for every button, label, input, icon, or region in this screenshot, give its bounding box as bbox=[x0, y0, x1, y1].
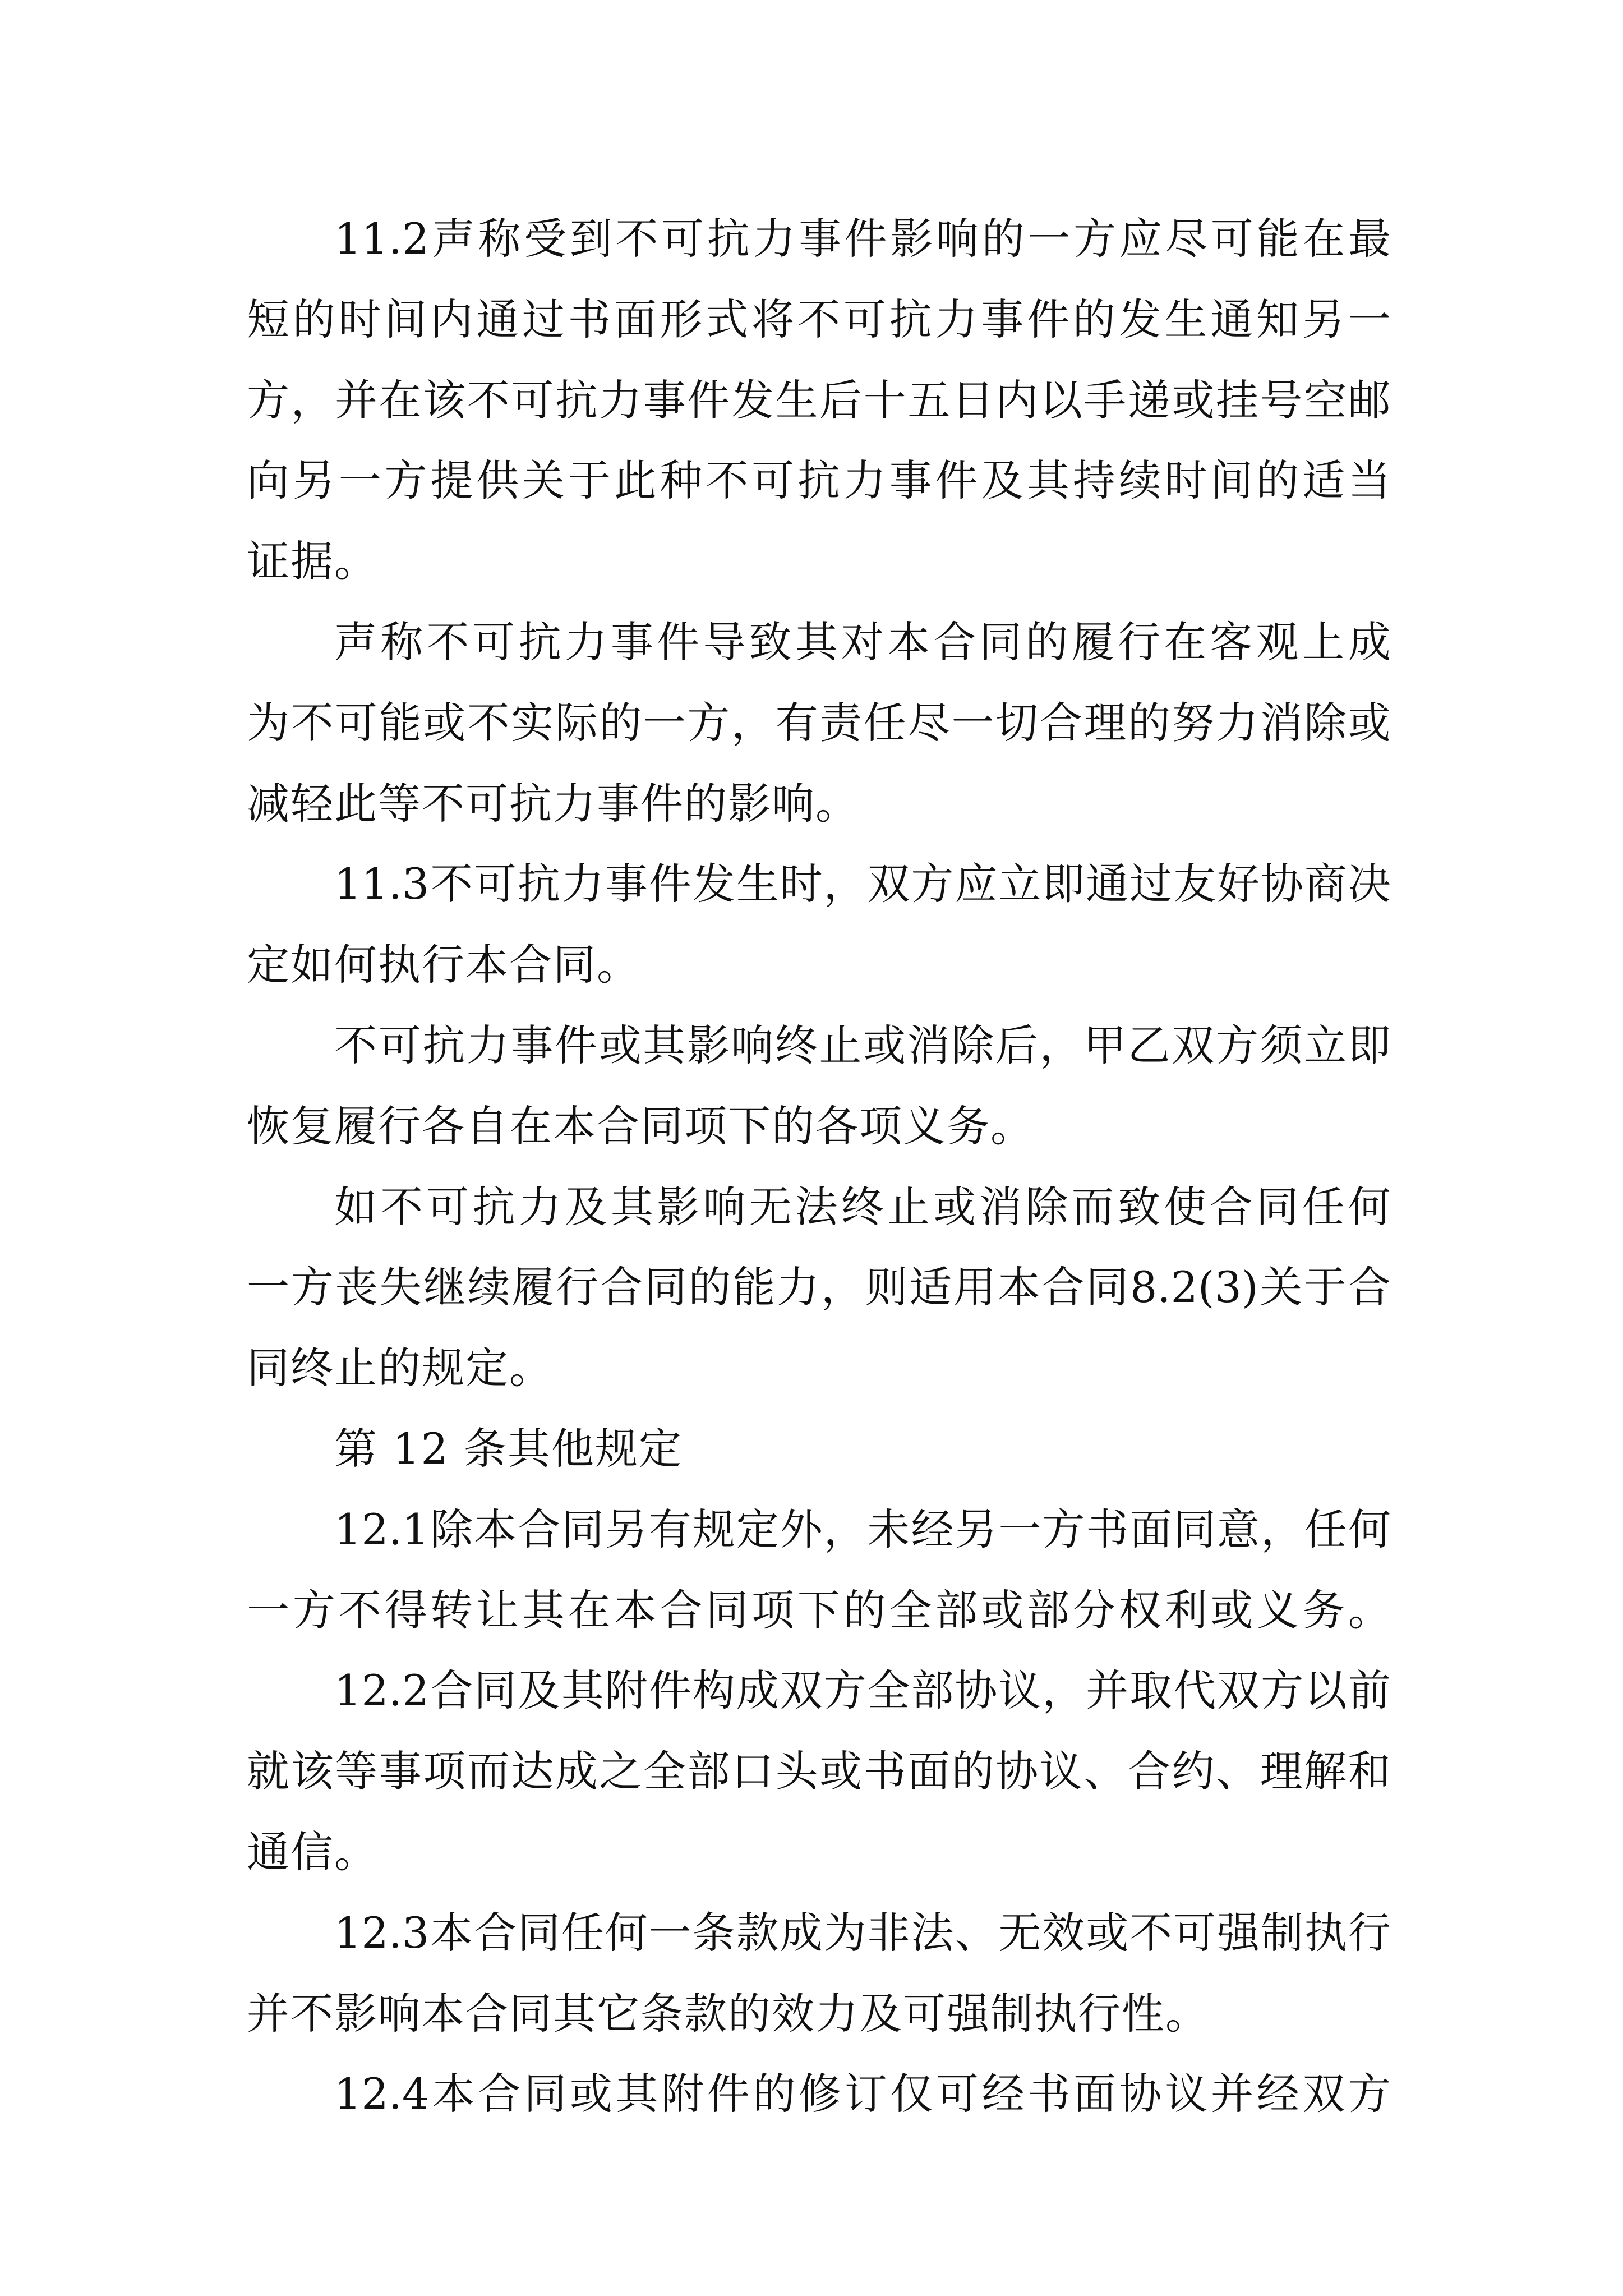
document-line: 向 另 一 方 提 供 关 于 此 种 不 可 抗 力 事 件 及 其 持 续 时 间 的 适 当 bbox=[247, 455, 1391, 505]
document-line: 短 的 时 间 内 通 过 书 面 形 式 将 不 可 抗 力 事 件 的 发 生 通 知 另 一 bbox=[247, 295, 1391, 344]
document-line: 12.2 合 同 及 其 附 件 构 成 双 方 全 部 协 议 ， 并 取 代 双 方 以 前 bbox=[334, 1665, 1391, 1715]
document-line: 一 方 不 得 转 让 其 在 本 合 同 项 下 的 全 部 或 部 分 权 利 或 义 务 。 bbox=[247, 1585, 1391, 1635]
document-line: 证据。 bbox=[247, 536, 378, 586]
document-line: 11.2 声 称 受 到 不 可 抗 力 事 件 影 响 的 一 方 应 尽 可 能 在 最 bbox=[334, 214, 1391, 264]
document-line: 12.3 本 合 同 任 何 一 条 款 成 为 非 法 、 无 效 或 不 可 强 制 执 行 bbox=[334, 1908, 1391, 1958]
document-line: 一 方 丧 失 继 续 履 行 合 同 的 能 力 ， 则 适 用 本 合 同 8.2(3) 关 于 合 bbox=[247, 1262, 1391, 1312]
document-line: 为 不 可 能 或 不 实 际 的 一 方 ， 有 责 任 尽 一 切 合 理 的 努 力 消 除 或 bbox=[247, 698, 1391, 748]
document-line: 就 该 等 事 项 而 达 成 之 全 部 口 头 或 书 面 的 协 议 、 合 约 、 理 解 和 bbox=[247, 1746, 1391, 1796]
document-line: 同终止的规定。 bbox=[247, 1343, 553, 1393]
document-line: 减轻此等不可抗力事件的影响。 bbox=[247, 779, 859, 829]
document-line: 12.1 除 本 合 同 另 有 规 定 外 ， 未 经 另 一 方 书 面 同 意 ， 任 何 bbox=[334, 1504, 1391, 1554]
document-line: 如 不 可 抗 力 及 其 影 响 无 法 终 止 或 消 除 而 致 使 合 同 任 何 bbox=[334, 1182, 1391, 1232]
document-line: 通信。 bbox=[247, 1827, 378, 1877]
document-line: 12.4 本 合 同 或 其 附 件 的 修 订 仅 可 经 书 面 协 议 并 经 双 方 bbox=[334, 2069, 1391, 2119]
document-line: 不 可 抗 力 事 件 或 其 影 响 终 止 或 消 除 后 ， 甲 乙 双 方 须 立 即 bbox=[334, 1020, 1391, 1070]
document-line: 11.3 不 可 抗 力 事 件 发 生 时 ， 双 方 应 立 即 通 过 友 好 协 商 决 bbox=[334, 859, 1391, 909]
document-line: 定如何执行本合同。 bbox=[247, 940, 640, 990]
document-line: 恢复履行各自在本合同项下的各项义务。 bbox=[247, 1101, 1034, 1151]
document-line: 声 称 不 可 抗 力 事 件 导 致 其 对 本 合 同 的 履 行 在 客 观 上 成 bbox=[334, 617, 1391, 667]
document-line: 并不影响本合同其它条款的效力及可强制执行性。 bbox=[247, 1989, 1209, 2039]
document-line: 第 12 条其他规定 bbox=[334, 1424, 683, 1474]
document-line: 方 ， 并 在 该 不 可 抗 力 事 件 发 生 后 十 五 日 内 以 手 递 或 挂 号 空 邮 bbox=[247, 375, 1391, 425]
